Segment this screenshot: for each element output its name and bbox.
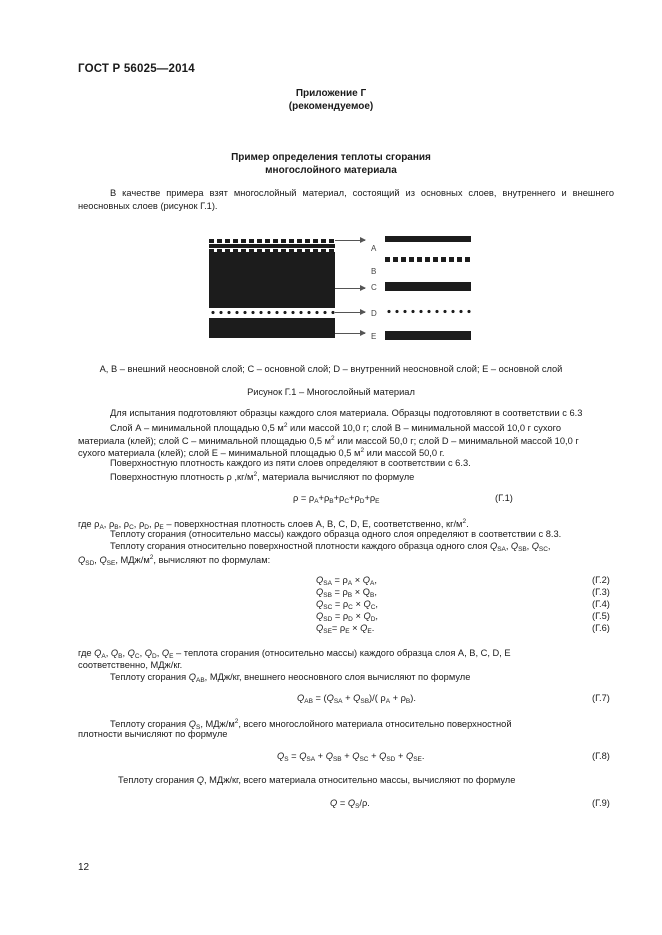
text-heat-total-area-cont: плотности вычисляют по формуле — [78, 729, 228, 739]
document-header: ГОСТ Р 56025—2014 — [78, 63, 195, 75]
formula-g7: $Q_{AB} = (Q_{SA} + Q_{SB})/$( $\rho_A + \rho_B$). — [297, 693, 416, 705]
figure-caption: Рисунок Г.1 – Многослойный материал — [247, 387, 415, 397]
text-heat-area-cont: $Q_{SD}$, $Q_{SE}$, МДж/$м^2$, вычисляют по формулам: — [78, 554, 271, 567]
figure-label-a: A — [371, 244, 377, 253]
layer-c-band — [209, 252, 335, 308]
text-density-formula-intro: Поверхностную плотность ρ $,кг/м^2$, материала вычисляют по формуле — [110, 471, 415, 482]
separated-layer-c — [385, 282, 471, 291]
appendix-title: Приложение Г — [295, 88, 367, 99]
separated-layer-d — [385, 309, 471, 314]
text-heat-mass: Теплоту сгорания (относительно массы) каждого образца одного слоя определяют в соответствии с 8.3. — [110, 529, 562, 539]
formula-g6: $Q_{SE}= \rho_E \times Q_E$. — [316, 623, 375, 635]
page-number: 12 — [78, 862, 90, 873]
layer-d-dots — [209, 310, 335, 315]
arrow-a — [335, 240, 365, 241]
eq-number-g4: (Г.4) — [592, 599, 610, 609]
layer-e-band — [209, 318, 335, 338]
formula-g8: $Q_S = Q_{SA} + Q_{SB} + Q_{SC} + Q_{SD} + Q_{SE}$. — [277, 751, 425, 763]
eq-number-g2: (Г.2) — [592, 575, 610, 585]
separated-layer-e — [385, 331, 471, 340]
arrow-c — [335, 288, 365, 289]
text-layer-c-line: материала (клей); слой С – минимальной площадью 0,5 $м^2$ или массой 50,0 г; слой D – минимальной массой 10,0 г — [78, 435, 579, 446]
formula-g1: $\rho = \rho_A+\rho_B+\rho_C+\rho_D+\rho_E$ — [293, 493, 380, 505]
layer-a-dashed — [209, 239, 335, 243]
arrow-e — [335, 333, 365, 334]
eq-number-g8: (Г.8) — [592, 751, 610, 761]
intro-paragraph: В качестве примера взят многослойный материал, состоящий из основных слоев, внутреннего и внешнего неосновных слоев (рисунок Г.1). — [78, 188, 614, 211]
text-heat-outer-layer: Теплоту сгорания $Q_{AB}$, МДж/кг, внешнего неосновного слоя вычисляют по формуле — [110, 672, 471, 684]
where-heat-layers: где $Q_A$, $Q_B$, $Q_C$, $Q_D$, $Q_E$ – теплота сгорания (относительно массы) каждого образца слоя А, В, С, D, Е — [78, 648, 511, 660]
text-heat-total-area: Теплоту сгорания $Q_S$, МДж/$м^2$, всего многослойного материала относительно поверхностной — [110, 718, 512, 731]
text-heat-total-mass: Теплоту сгорания Q, МДж/кг, всего материала относительно массы, вычисляют по формуле — [118, 775, 516, 785]
figure-label-d: D — [371, 309, 377, 318]
text-density-method: Поверхностную плотность каждого из пяти слоев определяют в соответствии с 6.3. — [110, 458, 471, 468]
figure-label-c: C — [371, 283, 377, 292]
figure-label-b: B — [371, 267, 377, 276]
separated-layer-a — [385, 236, 471, 242]
eq-number-g9: (Г.9) — [592, 798, 610, 808]
arrow-d — [335, 312, 365, 313]
section-title-line1: Пример определения теплоты сгорания — [231, 152, 431, 163]
formula-g3: $Q_{SB} = \rho_B \times Q_B$, — [316, 587, 377, 599]
formula-g5: $Q_{SD} = \rho_D \times Q_D$, — [316, 611, 378, 623]
layer-a-band — [209, 244, 335, 248]
text-layer-e-line: сухого материала (клей); слой Е – минимальной площадью 0,5 $м^2$ или массой 50,0 г. — [78, 447, 445, 458]
formula-g2: $Q_{SA} = \rho_A \times Q_A$, — [316, 575, 377, 587]
where-densities: где $\rho_A$, $\rho_B$, $\rho_C$, $\rho_D$, $\rho_E$ – поверхностная плотность слоев А, В, С, D, Е, соответственно, $кг/м^2$. — [78, 518, 469, 531]
eq-number-g1: (Г.1) — [495, 493, 513, 503]
eq-number-g7: (Г.7) — [592, 693, 610, 703]
text-layer-a-line: Слой А – минимальной площадью 0,5 $м^2$ или массой 10,0 г; слой В – минимальной массой 10,0 г сухого — [110, 422, 561, 433]
where-heat-units: соответственно, МДж/кг. — [78, 660, 183, 670]
formula-g4: $Q_{SC} = \rho_C \times Q_C$, — [316, 599, 378, 611]
section-title-line2: многослойного материала — [265, 165, 397, 176]
eq-number-g5: (Г.5) — [592, 611, 610, 621]
separated-layer-b — [385, 257, 471, 262]
text-samples: Для испытания подготовляют образцы каждого слоя материала. Образцы подготовляют в соответствии с 6.3 — [110, 408, 583, 418]
appendix-subtitle: (рекомендуемое) — [288, 101, 374, 112]
formula-g9: $Q = Q_S/\rho$. — [330, 798, 370, 810]
multilayer-figure — [205, 230, 477, 345]
eq-number-g3: (Г.3) — [592, 587, 610, 597]
figure-label-e: E — [371, 332, 377, 341]
figure-legend: A, B – внешний неосновной слой; C – основной слой; D – внутренний неосновной слой; E – основной слой — [99, 364, 563, 374]
text-heat-area: Теплоту сгорания относительно поверхностной плотности каждого образца одного слоя $Q_{SA}$, $Q_{SB}$, $Q_{SC}$, — [110, 541, 551, 553]
eq-number-g6: (Г.6) — [592, 623, 610, 633]
